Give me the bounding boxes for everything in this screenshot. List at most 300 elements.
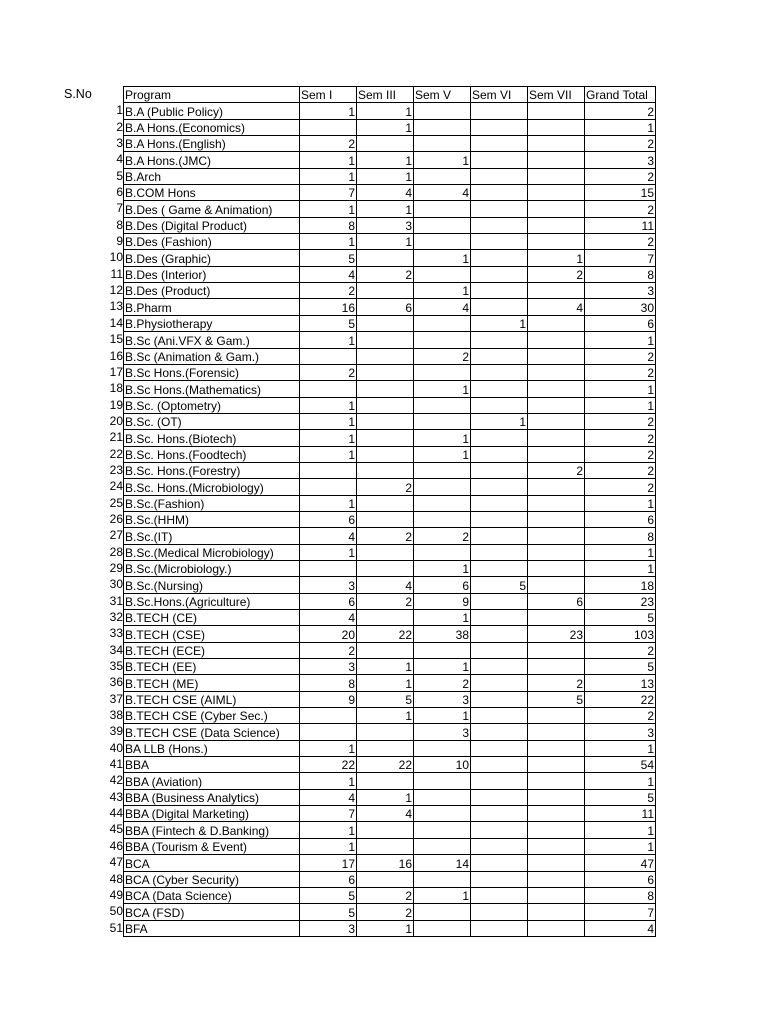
cell-sem-i: 8	[300, 675, 357, 691]
cell-sem-vii	[528, 511, 585, 527]
cell-sem-vi	[471, 332, 528, 348]
table-row	[124, 560, 656, 576]
cell-sem-i: 4	[300, 528, 357, 544]
cell-program: B.Sc.(Nursing)	[124, 577, 300, 593]
cell-grand-total: 1	[585, 838, 656, 854]
cell-sem-v: 2	[414, 528, 471, 544]
table-row	[124, 413, 656, 429]
cell-sem-vii	[528, 757, 585, 773]
cell-sem-vii	[528, 217, 585, 233]
cell-grand-total: 5	[585, 789, 656, 805]
cell-program: B.TECH (CSE)	[124, 626, 300, 642]
cell-program: B.Sc. (Optometry)	[124, 397, 300, 413]
cell-sem-vi	[471, 855, 528, 871]
sno-cell: 38	[109, 708, 123, 723]
cell-sem-iii: 2	[357, 593, 414, 609]
cell-program: BCA (FSD)	[124, 904, 300, 920]
cell-program: BBA	[124, 757, 300, 773]
cell-program: BCA (Data Science)	[124, 887, 300, 903]
cell-program: B.TECH CSE (Cyber Sec.)	[124, 708, 300, 724]
cell-sem-iii	[357, 136, 414, 152]
cell-grand-total: 1	[585, 381, 656, 397]
cell-program: B.TECH CSE (Data Science)	[124, 724, 300, 740]
cell-program: B.Des (Product)	[124, 283, 300, 299]
cell-sem-vii	[528, 381, 585, 397]
cell-grand-total: 6	[585, 315, 656, 331]
cell-sem-i: 1	[300, 740, 357, 756]
cell-grand-total: 1	[585, 397, 656, 413]
sno-cell: 48	[109, 871, 123, 886]
cell-sem-v: 1	[414, 152, 471, 168]
sno-cell: 29	[109, 560, 123, 575]
cell-sem-vii	[528, 822, 585, 838]
cell-sem-vii	[528, 152, 585, 168]
table-row	[124, 855, 656, 871]
cell-sem-vii	[528, 413, 585, 429]
cell-sem-i: 16	[300, 299, 357, 315]
cell-sem-v: 2	[414, 348, 471, 364]
cell-sem-vi	[471, 642, 528, 658]
cell-sem-iii: 2	[357, 266, 414, 282]
cell-sem-vii	[528, 610, 585, 626]
cell-grand-total: 2	[585, 708, 656, 724]
cell-sem-v	[414, 511, 471, 527]
table-row	[124, 740, 656, 756]
cell-grand-total: 2	[585, 430, 656, 446]
cell-sem-vi	[471, 740, 528, 756]
cell-grand-total: 2	[585, 136, 656, 152]
cell-sem-iii: 1	[357, 152, 414, 168]
cell-sem-iii: 22	[357, 757, 414, 773]
cell-sem-i: 2	[300, 136, 357, 152]
sno-cell: 45	[109, 822, 123, 837]
cell-grand-total: 4	[585, 920, 656, 936]
cell-grand-total: 7	[585, 904, 656, 920]
cell-grand-total: 3	[585, 152, 656, 168]
cell-grand-total: 2	[585, 201, 656, 217]
cell-sem-vii	[528, 789, 585, 805]
cell-sem-i	[300, 119, 357, 135]
cell-sem-vi	[471, 381, 528, 397]
sno-cell: 41	[109, 757, 123, 772]
sno-cell: 5	[116, 168, 123, 183]
table-row	[124, 495, 656, 511]
cell-grand-total: 47	[585, 855, 656, 871]
cell-sem-i: 6	[300, 593, 357, 609]
cell-sem-vi: 1	[471, 315, 528, 331]
cell-sem-vi	[471, 838, 528, 854]
table-row	[124, 136, 656, 152]
sno-cell: 44	[109, 806, 123, 821]
sno-cell: 25	[109, 495, 123, 510]
cell-sem-v: 38	[414, 626, 471, 642]
table-row	[124, 871, 656, 887]
table-row	[124, 185, 656, 201]
cell-sem-v: 1	[414, 659, 471, 675]
cell-sem-vi	[471, 822, 528, 838]
cell-sem-vi	[471, 560, 528, 576]
cell-program: B.TECH (CE)	[124, 610, 300, 626]
cell-grand-total: 5	[585, 610, 656, 626]
cell-sem-vi	[471, 773, 528, 789]
table-row	[124, 577, 656, 593]
sno-cell: 7	[116, 201, 123, 216]
cell-program: B.TECH (ME)	[124, 675, 300, 691]
cell-sem-iii: 16	[357, 855, 414, 871]
table-row	[124, 528, 656, 544]
cell-sem-i: 4	[300, 789, 357, 805]
cell-sem-v: 1	[414, 283, 471, 299]
cell-sem-vii	[528, 838, 585, 854]
cell-program: B.Sc. Hons.(Biotech)	[124, 430, 300, 446]
sno-cell: 12	[109, 283, 123, 298]
sno-cell: 1	[116, 103, 123, 118]
table-row	[124, 642, 656, 658]
cell-sem-iii: 2	[357, 887, 414, 903]
sno-cell: 18	[109, 381, 123, 396]
cell-sem-vii: 4	[528, 299, 585, 315]
cell-sem-vi	[471, 185, 528, 201]
sno-cell: 33	[109, 626, 123, 641]
cell-sem-iii	[357, 495, 414, 511]
cell-grand-total: 1	[585, 332, 656, 348]
table-row	[124, 168, 656, 184]
cell-sem-i: 5	[300, 904, 357, 920]
cell-program: B.Des (Interior)	[124, 266, 300, 282]
cell-sem-vi	[471, 675, 528, 691]
cell-grand-total: 2	[585, 364, 656, 380]
cell-sem-vii	[528, 560, 585, 576]
cell-grand-total: 8	[585, 528, 656, 544]
cell-sem-v	[414, 364, 471, 380]
cell-sem-v: 9	[414, 593, 471, 609]
cell-grand-total: 7	[585, 250, 656, 266]
cell-sem-i: 5	[300, 887, 357, 903]
cell-sem-vii	[528, 168, 585, 184]
cell-sem-vi: 1	[471, 413, 528, 429]
cell-grand-total: 5	[585, 659, 656, 675]
table-row	[124, 462, 656, 478]
sno-cell: 22	[109, 446, 123, 461]
cell-grand-total: 30	[585, 299, 656, 315]
cell-sem-v	[414, 904, 471, 920]
cell-sem-v	[414, 103, 471, 119]
sno-cell: 8	[116, 217, 123, 232]
cell-grand-total: 2	[585, 103, 656, 119]
cell-sem-vii	[528, 724, 585, 740]
cell-sem-v	[414, 920, 471, 936]
header-sem-i: Sem I	[300, 87, 357, 103]
cell-sem-iii: 1	[357, 168, 414, 184]
cell-program: BA LLB (Hons.)	[124, 740, 300, 756]
cell-sem-i: 7	[300, 806, 357, 822]
cell-program: BBA (Fintech & D.Banking)	[124, 822, 300, 838]
cell-sem-i: 1	[300, 103, 357, 119]
table-row	[124, 544, 656, 560]
cell-sem-v	[414, 168, 471, 184]
cell-sem-vi	[471, 201, 528, 217]
sno-cell: 2	[116, 119, 123, 134]
cell-sem-vi	[471, 266, 528, 282]
header-sem-v: Sem V	[414, 87, 471, 103]
cell-sem-v	[414, 234, 471, 250]
table-row	[124, 152, 656, 168]
table-row	[124, 397, 656, 413]
cell-sem-iii	[357, 740, 414, 756]
cell-program: B.Sc.(HHM)	[124, 511, 300, 527]
cell-grand-total: 22	[585, 691, 656, 707]
cell-sem-iii	[357, 462, 414, 478]
cell-sem-v: 1	[414, 446, 471, 462]
cell-sem-v: 6	[414, 577, 471, 593]
cell-sem-iii: 22	[357, 626, 414, 642]
table-row	[124, 757, 656, 773]
cell-grand-total: 1	[585, 560, 656, 576]
cell-sem-v	[414, 822, 471, 838]
table-row	[124, 838, 656, 854]
sno-cell: 28	[109, 544, 123, 559]
sno-cell: 10	[109, 250, 123, 265]
cell-sem-i	[300, 560, 357, 576]
cell-sem-i: 7	[300, 185, 357, 201]
cell-sem-vii	[528, 740, 585, 756]
cell-sem-iii: 5	[357, 691, 414, 707]
cell-program: B.Sc (Ani.VFX & Gam.)	[124, 332, 300, 348]
cell-sem-i: 2	[300, 283, 357, 299]
cell-sem-vi	[471, 430, 528, 446]
cell-sem-iii	[357, 838, 414, 854]
cell-sem-i: 1	[300, 413, 357, 429]
sno-cell: 42	[109, 773, 123, 788]
cell-sem-v: 4	[414, 299, 471, 315]
cell-sem-vii: 6	[528, 593, 585, 609]
cell-sem-vii	[528, 315, 585, 331]
cell-grand-total: 6	[585, 871, 656, 887]
cell-sem-i: 8	[300, 217, 357, 233]
cell-sem-vi	[471, 479, 528, 495]
cell-program: BBA (Tourism & Event)	[124, 838, 300, 854]
enrollment-table	[123, 86, 656, 937]
cell-sem-vii	[528, 528, 585, 544]
cell-sem-vi	[471, 708, 528, 724]
cell-sem-vii	[528, 577, 585, 593]
sno-cell: 15	[109, 332, 123, 347]
cell-sem-iii: 2	[357, 904, 414, 920]
cell-sem-vii	[528, 659, 585, 675]
cell-sem-v	[414, 871, 471, 887]
cell-sem-iii	[357, 332, 414, 348]
cell-sem-i: 3	[300, 659, 357, 675]
cell-sem-vii: 5	[528, 691, 585, 707]
cell-sem-vi	[471, 250, 528, 266]
cell-sem-vi	[471, 887, 528, 903]
cell-program: B.COM Hons	[124, 185, 300, 201]
table-row	[124, 920, 656, 936]
cell-sem-v: 1	[414, 560, 471, 576]
cell-sem-i: 1	[300, 332, 357, 348]
table-row	[124, 806, 656, 822]
cell-sem-vi	[471, 724, 528, 740]
cell-sem-vii	[528, 920, 585, 936]
cell-sem-iii	[357, 250, 414, 266]
cell-sem-v	[414, 642, 471, 658]
table-row	[124, 381, 656, 397]
cell-sem-i: 1	[300, 397, 357, 413]
cell-sem-vii	[528, 544, 585, 560]
cell-sem-v	[414, 806, 471, 822]
cell-program: B.Sc. (OT)	[124, 413, 300, 429]
cell-grand-total: 3	[585, 283, 656, 299]
cell-sem-iii: 1	[357, 659, 414, 675]
cell-sem-iii: 3	[357, 217, 414, 233]
sno-cell: 46	[109, 838, 123, 853]
sno-cell: 37	[109, 691, 123, 706]
cell-sem-vii	[528, 348, 585, 364]
cell-sem-i: 1	[300, 544, 357, 560]
cell-sem-vi	[471, 299, 528, 315]
cell-sem-i: 2	[300, 364, 357, 380]
cell-sem-vii	[528, 887, 585, 903]
cell-program: B.A Hons.(JMC)	[124, 152, 300, 168]
sno-cell: 14	[109, 315, 123, 330]
sno-cell: 17	[109, 364, 123, 379]
table-row	[124, 659, 656, 675]
cell-sem-iii	[357, 871, 414, 887]
cell-sem-v: 2	[414, 675, 471, 691]
cell-grand-total: 2	[585, 462, 656, 478]
header-sem-iii: Sem III	[357, 87, 414, 103]
cell-sem-vii	[528, 446, 585, 462]
sno-cell: 26	[109, 511, 123, 526]
table-row	[124, 708, 656, 724]
cell-sem-vi	[471, 511, 528, 527]
cell-sem-vii: 2	[528, 462, 585, 478]
cell-sem-iii	[357, 348, 414, 364]
cell-sem-vi	[471, 152, 528, 168]
cell-program: B.TECH CSE (AIML)	[124, 691, 300, 707]
table-row	[124, 773, 656, 789]
cell-sem-i: 1	[300, 430, 357, 446]
cell-sem-i: 9	[300, 691, 357, 707]
cell-sem-i: 22	[300, 757, 357, 773]
cell-sem-iii: 2	[357, 528, 414, 544]
sno-cell: 19	[109, 397, 123, 412]
cell-sem-vi	[471, 234, 528, 250]
table-row	[124, 103, 656, 119]
cell-program: B.Sc.(IT)	[124, 528, 300, 544]
cell-program: B.Arch	[124, 168, 300, 184]
cell-sem-iii	[357, 381, 414, 397]
cell-sem-v: 1	[414, 430, 471, 446]
cell-sem-iii	[357, 397, 414, 413]
cell-grand-total: 15	[585, 185, 656, 201]
cell-sem-v: 10	[414, 757, 471, 773]
cell-sem-iii: 1	[357, 103, 414, 119]
cell-sem-vii	[528, 495, 585, 511]
cell-sem-vii	[528, 855, 585, 871]
cell-sem-vii	[528, 806, 585, 822]
cell-sem-v	[414, 201, 471, 217]
cell-sem-i: 1	[300, 446, 357, 462]
cell-sem-v: 3	[414, 691, 471, 707]
sno-cell: 16	[109, 348, 123, 363]
cell-grand-total: 11	[585, 217, 656, 233]
cell-sem-v	[414, 544, 471, 560]
table-row	[124, 446, 656, 462]
cell-sem-v	[414, 119, 471, 135]
cell-program: B.A (Public Policy)	[124, 103, 300, 119]
cell-sem-vii	[528, 119, 585, 135]
sno-column	[92, 86, 123, 936]
cell-sem-vii: 23	[528, 626, 585, 642]
cell-sem-vii	[528, 871, 585, 887]
cell-sem-i: 1	[300, 168, 357, 184]
cell-sem-iii: 6	[357, 299, 414, 315]
cell-grand-total: 1	[585, 822, 656, 838]
cell-grand-total: 8	[585, 887, 656, 903]
sno-cell: 11	[110, 266, 123, 281]
cell-sem-vii	[528, 234, 585, 250]
cell-sem-vi	[471, 920, 528, 936]
cell-sem-v	[414, 315, 471, 331]
cell-sem-iii: 1	[357, 708, 414, 724]
sno-cell: 4	[116, 152, 123, 167]
cell-sem-vii	[528, 708, 585, 724]
cell-sem-iii: 4	[357, 806, 414, 822]
cell-sem-i: 1	[300, 234, 357, 250]
sno-cell: 3	[116, 136, 123, 151]
cell-sem-i	[300, 479, 357, 495]
sno-cell: 34	[109, 642, 123, 657]
cell-program: BFA	[124, 920, 300, 936]
cell-grand-total: 1	[585, 740, 656, 756]
cell-grand-total: 54	[585, 757, 656, 773]
header-sem-vii: Sem VII	[528, 87, 585, 103]
cell-sem-iii	[357, 642, 414, 658]
cell-grand-total: 1	[585, 495, 656, 511]
cell-sem-v	[414, 266, 471, 282]
sno-cell: 27	[109, 528, 123, 543]
cell-sem-v	[414, 397, 471, 413]
cell-grand-total: 2	[585, 413, 656, 429]
cell-sem-vii: 1	[528, 250, 585, 266]
cell-sem-v	[414, 773, 471, 789]
header-program: Program	[124, 87, 300, 103]
cell-sem-vii	[528, 103, 585, 119]
sno-cell: 24	[109, 479, 123, 494]
table-row	[124, 332, 656, 348]
cell-sem-vi	[471, 544, 528, 560]
cell-sem-v: 1	[414, 250, 471, 266]
cell-program: BBA (Business Analytics)	[124, 789, 300, 805]
cell-sem-v	[414, 462, 471, 478]
cell-sem-i: 1	[300, 822, 357, 838]
cell-sem-i	[300, 462, 357, 478]
cell-sem-vii	[528, 397, 585, 413]
table-row	[124, 822, 656, 838]
table-row	[124, 904, 656, 920]
cell-sem-v	[414, 479, 471, 495]
cell-sem-vi	[471, 528, 528, 544]
sno-header: S.No	[64, 87, 92, 101]
sno-cell: 13	[109, 299, 123, 314]
cell-sem-vii	[528, 283, 585, 299]
cell-sem-iii	[357, 446, 414, 462]
cell-grand-total: 11	[585, 806, 656, 822]
table-row	[124, 250, 656, 266]
table-row	[124, 299, 656, 315]
table-row	[124, 348, 656, 364]
